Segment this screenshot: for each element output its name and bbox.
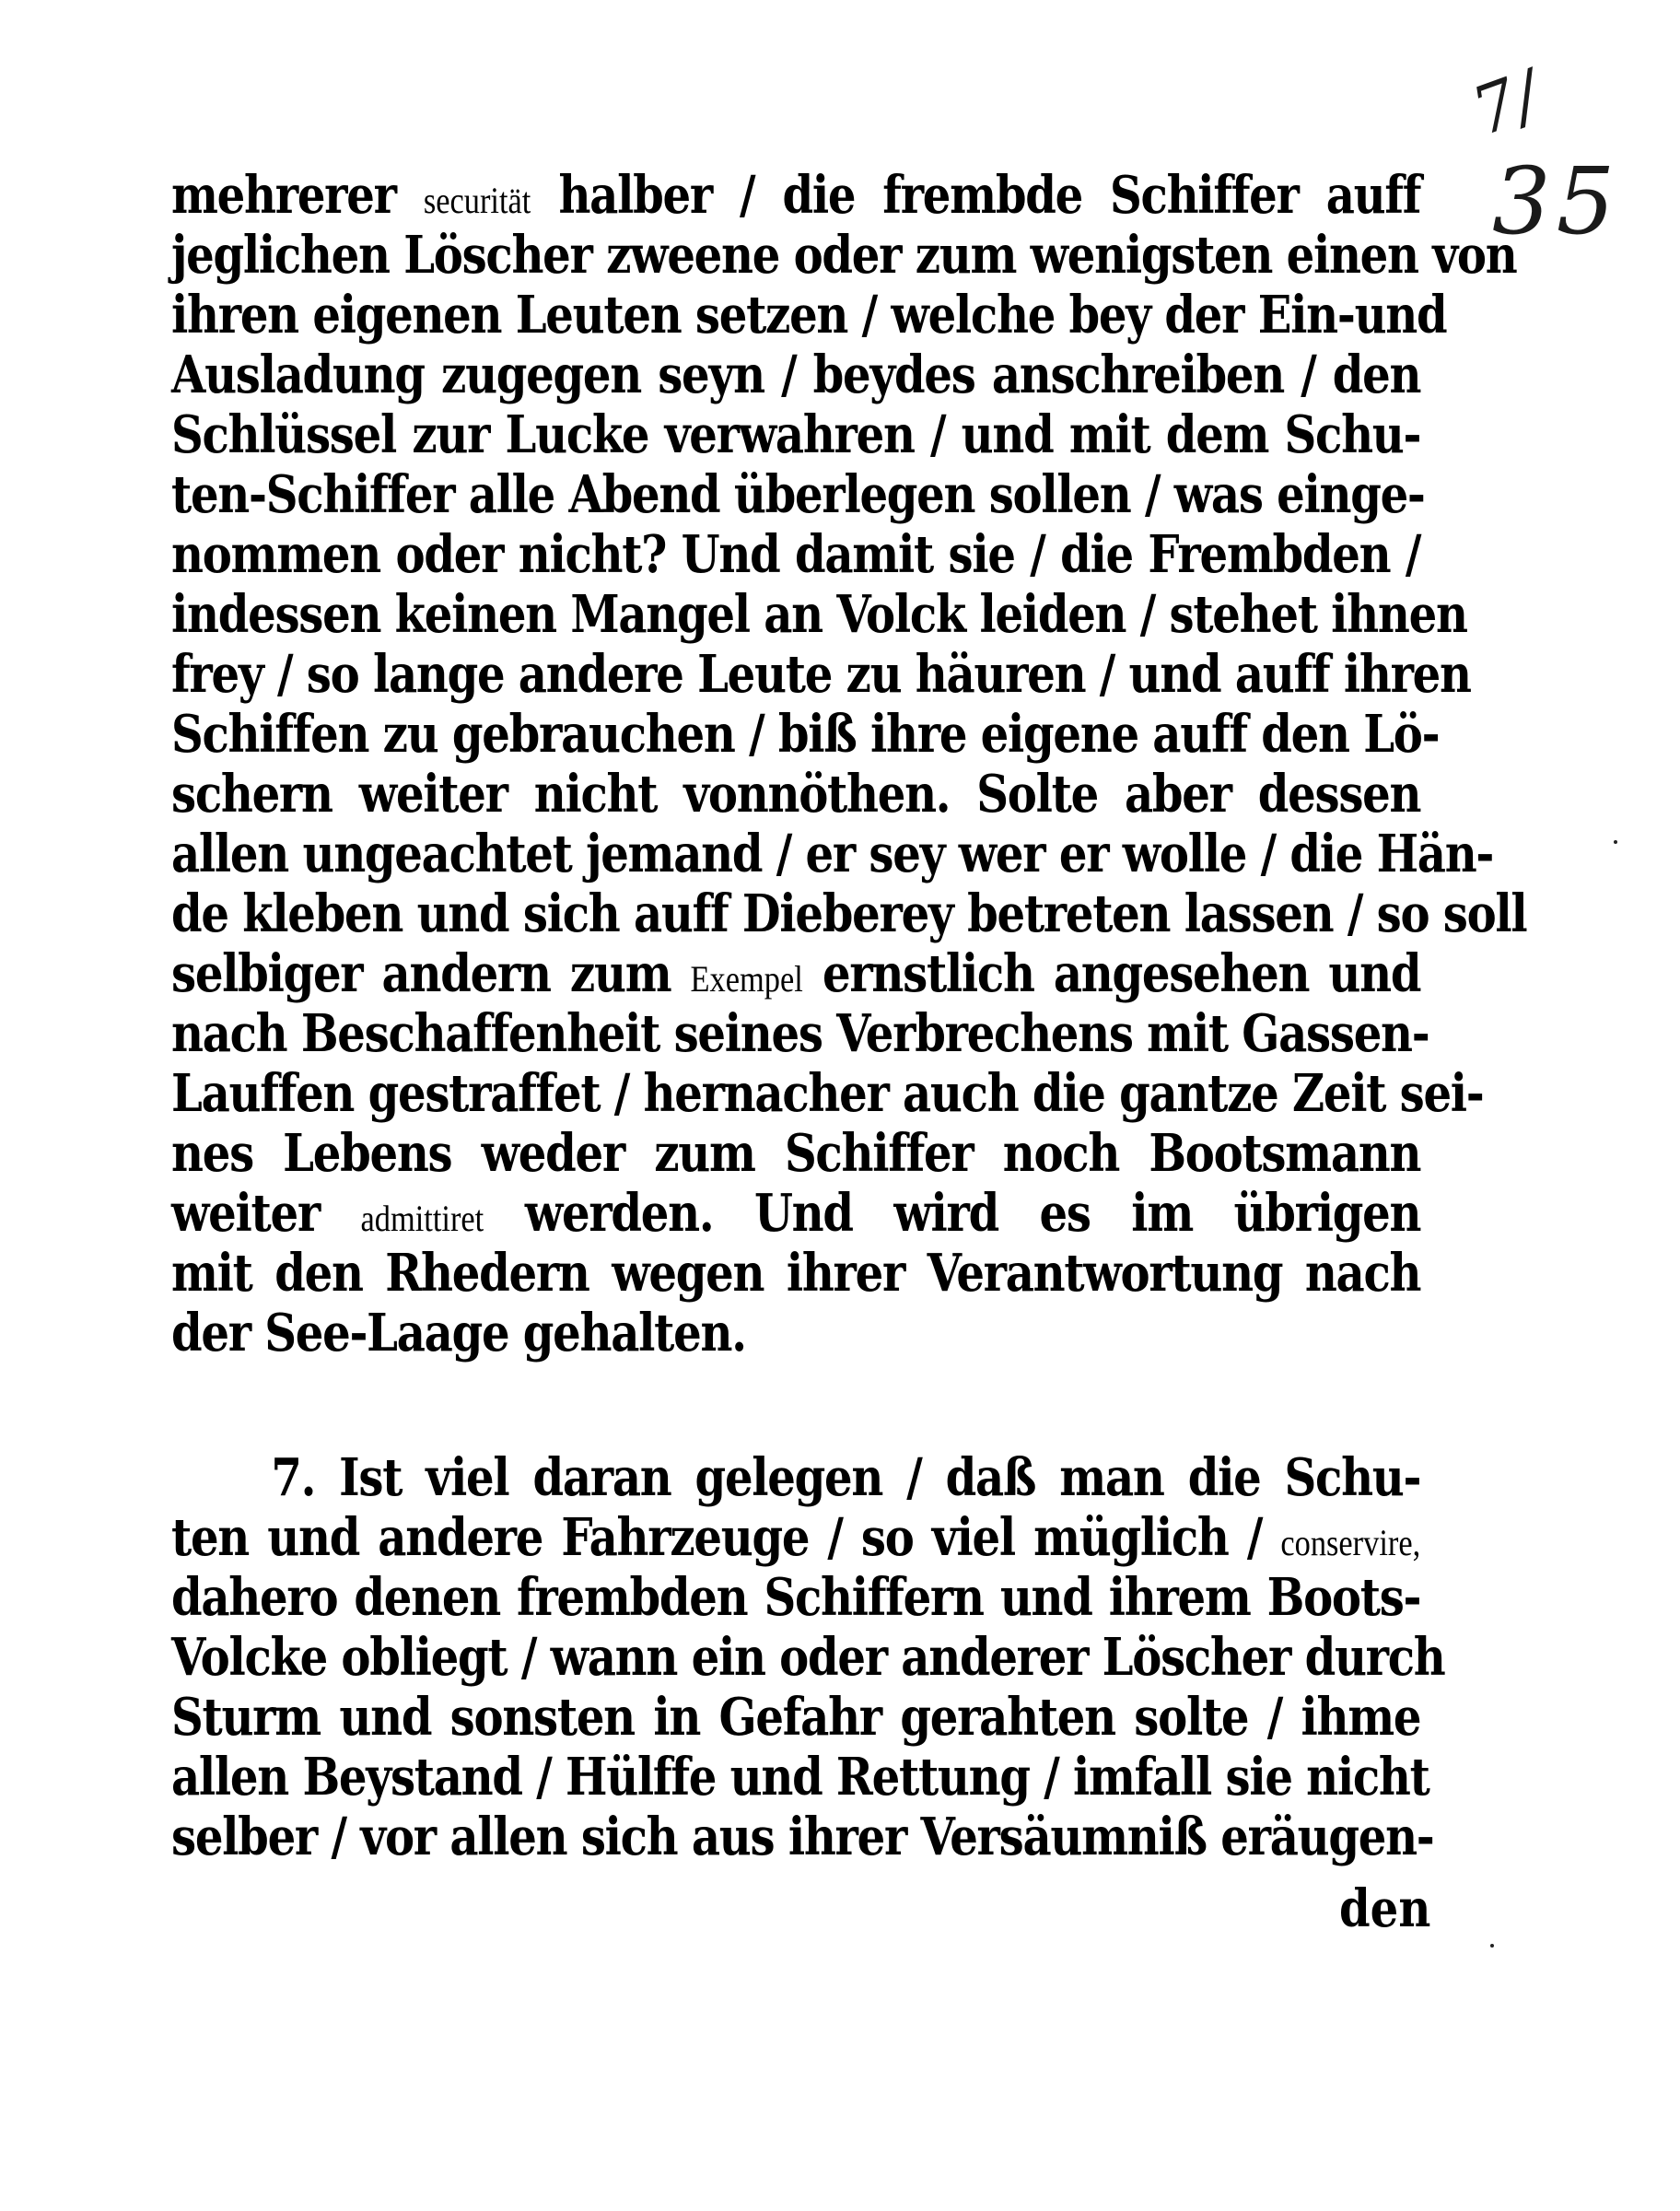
text-line: schern weiter nicht vonnöthen. Solte aber dessen [171, 764, 1421, 825]
latin-term: Exempel [690, 958, 803, 1000]
text-line: dahero denen frembden Schiffern und ihrem Boots- [171, 1567, 1421, 1628]
latin-term: securität [423, 180, 531, 221]
text-line: nach Beschaffenheit seines Verbrechens mit Gassen- [171, 1003, 1429, 1064]
text-line: Schiffen zu gebrauchen / biß ihre eigene auff den Lö- [171, 704, 1440, 765]
text-line: Volcke obliegt / wann ein oder anderer Löscher durch [171, 1627, 1445, 1688]
catchword: den [1339, 1878, 1431, 1939]
text-line: Schlüssel zur Lucke verwahren / und mit dem Schu- [171, 404, 1421, 465]
text-line: indessen keinen Mangel an Volck leiden / stehet ihnen [171, 584, 1467, 645]
paper-speck [1490, 1944, 1494, 1948]
handwritten-page-number: 35 [1492, 147, 1621, 255]
text-line: Lauffen gestraffet / hernacher auch die gantze Zeit sei- [171, 1063, 1484, 1124]
text-line: allen ungeachtet jemand / er sey wer er wolle / die Hän- [171, 824, 1494, 884]
text-line: selber / vor allen sich aus ihrer Versäumniß eräugen- [171, 1807, 1434, 1867]
text-line: Ausladung zugegen seyn / beydes anschreiben / den [171, 345, 1421, 405]
text-line: ihren eigenen Leuten setzen / welche bey der Ein-und [171, 285, 1447, 345]
text-line: de kleben und sich auff Dieberey betreten lassen / so soll [171, 883, 1527, 944]
latin-term: conservire, [1280, 1522, 1421, 1563]
paper-speck [1614, 840, 1617, 844]
text-line: Sturm und sonsten in Gefahr gerahten solte / ihme [171, 1687, 1421, 1748]
handwritten-folio-mark: 7/ [1462, 55, 1550, 151]
text-line: weiter admittiret werden. Und wird es im übrigen [171, 1183, 1421, 1244]
paragraph-number: 7. [271, 1447, 316, 1508]
text-line: ten-Schiffer alle Abend überlegen sollen / was einge- [171, 464, 1425, 525]
text-line: nommen oder nicht? Und damit sie / die Frembden / [171, 524, 1421, 585]
paragraph-continued [171, 165, 1527, 1363]
text-line: der See-Laage gehalten. [171, 1303, 746, 1363]
text-line: frey / so lange andere Leute zu häuren / und auff ihren [171, 644, 1471, 705]
text-line: selbiger andern zum Exempel ernstlich angesehen und [171, 943, 1421, 1004]
text-line: mehrerer securität halber / die frembde Schiffer auff [171, 165, 1421, 226]
text-line: 7. Ist viel daran gelegen / daß man die Schu- [271, 1447, 1421, 1508]
text-line: ten und andere Fahrzeuge / so viel müglich / conservire, [171, 1507, 1421, 1568]
paragraph-7 [171, 1447, 1445, 1867]
text-line: jeglichen Löscher zweene oder zum wenigsten einen von [171, 225, 1517, 286]
latin-term: admittiret [360, 1198, 484, 1239]
text-line: allen Beystand / Hülffe und Rettung / imfall sie nicht [171, 1747, 1429, 1807]
text-line: nes Lebens weder zum Schiffer noch Bootsmann [171, 1123, 1421, 1184]
text-line: mit den Rhedern wegen ihrer Verantwortung nach [171, 1243, 1421, 1304]
